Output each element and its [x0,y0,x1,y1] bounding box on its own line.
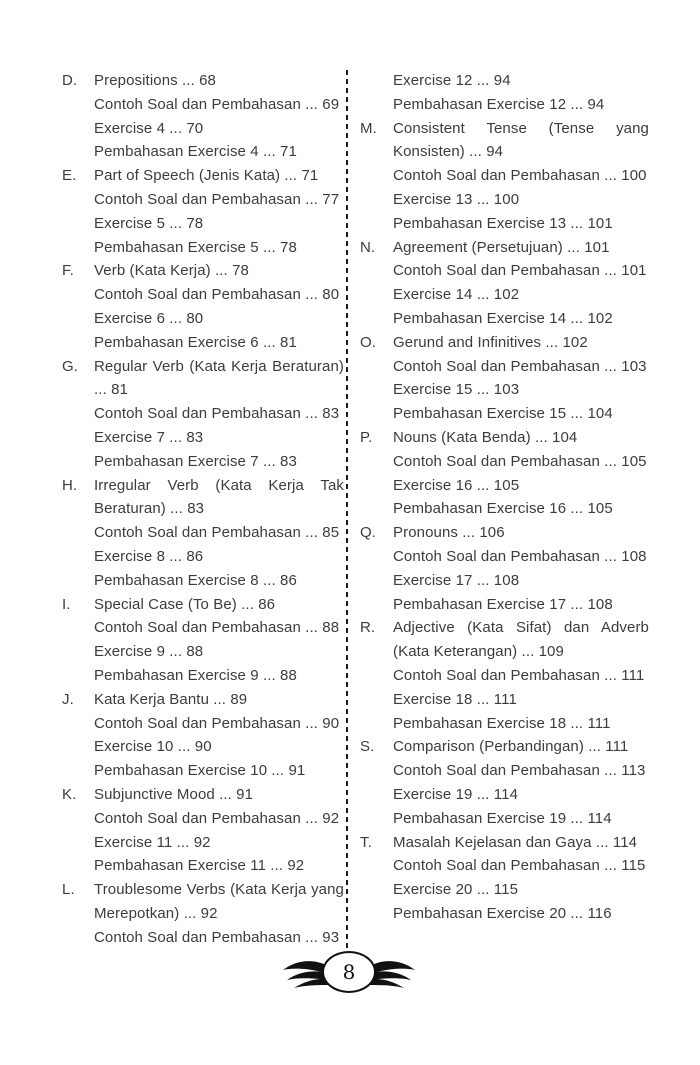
toc-entry-text: Pembahasan Exercise 20 ... 116 [393,904,612,922]
toc-entry-text: Exercise 13 ... 100 [393,190,520,208]
toc-entry-letter: L. [62,881,75,899]
toc-entry [62,93,344,117]
toc-entry [360,878,649,902]
toc-entry-text: Exercise 7 ... 83 [94,428,204,446]
toc-entry [360,497,649,521]
toc-entry-text: Kata Kerja Bantu ... 89 [94,690,248,708]
toc-entry-letter: D. [62,72,78,89]
toc-entry-text: Contoh Soal dan Pembahasan ... 100 [393,167,647,185]
toc-entry [62,807,344,831]
toc-entry [360,426,649,450]
toc-entry [360,712,649,736]
toc-entry-letter: O. [360,333,377,351]
toc-entry-text: Exercise 4 ... 70 [94,119,204,137]
toc-entry [360,593,649,617]
toc-entry-text: Pembahasan Exercise 9 ... 88 [94,666,297,684]
toc-entry [360,93,649,117]
toc-entry-text: Exercise 9 ... 88 [94,643,204,661]
toc-entry-text: Contoh Soal dan Pembahasan ... 111 [393,666,645,684]
toc-entry [360,759,649,783]
toc-entry [360,259,649,283]
toc-entry [62,521,344,545]
toc-entry [62,783,344,807]
toc-entry [360,331,649,355]
toc-entry [360,569,649,593]
toc-entry-text: Pembahasan Exercise 19 ... 114 [393,809,612,827]
toc-entry [62,117,344,141]
toc-entry [360,307,649,331]
toc-entry-text: Masalah Kejelasan dan Gaya ... 114 [393,833,638,851]
toc-entry-text: Contoh Soal dan Pembahasan ... 92 [94,809,340,827]
toc-entry [62,616,344,640]
toc-entry [62,569,344,593]
toc-entry [360,450,649,474]
toc-entry-text: Pembahasan Exercise 13 ... 101 [393,214,613,232]
toc-entry-text: Exercise 15 ... 103 [393,381,520,399]
toc-entry-letter: S. [360,738,375,756]
toc-entry-letter: G. [62,357,79,375]
toc-entry [62,545,344,569]
toc-entry [62,640,344,664]
toc-entry [62,164,344,188]
toc-entry-text: Exercise 5 ... 78 [94,214,204,232]
toc-entry-text: Contoh Soal dan Pembahasan ... 108 [393,547,647,565]
toc-entry-letter: P. [360,428,373,446]
toc-entry-letter: T. [360,833,372,851]
toc-entry-text: Verb (Kata Kerja) ... 78 [94,262,249,280]
toc-entry-text: Pembahasan Exercise 8 ... 86 [94,571,297,589]
toc-entry-text: Exercise 11 ... 92 [94,833,211,851]
toc-entry [360,236,649,260]
column-divider [346,70,348,950]
toc-entry [62,188,344,212]
toc-entry-text: Pembahasan Exercise 11 ... 92 [94,857,305,875]
toc-entry [62,831,344,855]
toc-entry-letter: E. [62,167,77,185]
toc-entry-text: Prepositions ... 68 [94,72,216,89]
toc-entry-letter: Q. [360,524,377,542]
toc-entry [62,759,344,783]
toc-entry-text: Pembahasan Exercise 17 ... 108 [393,595,613,613]
toc-entry [62,331,344,355]
toc-entry [62,474,344,522]
page-number-oval [322,951,376,993]
toc-entry [62,688,344,712]
toc-entry-text: Gerund and Infinitives ... 102 [393,333,588,351]
toc-entry [360,117,649,165]
toc-entry-text: Comparison (Perbandingan) ... 111 [393,738,629,756]
toc-entry-text: Exercise 10 ... 90 [94,738,212,756]
toc-entry-text: Pembahasan Exercise 15 ... 104 [393,405,613,423]
toc-entry-text: Contoh Soal dan Pembahasan ... 101 [393,262,647,280]
toc-entry-text: Contoh Soal dan Pembahasan ... 83 [94,405,340,423]
toc-entry-text: Contoh Soal dan Pembahasan ... 80 [94,286,340,304]
toc-entry-letter: I. [62,595,71,613]
toc-entry-text: Pembahasan Exercise 5 ... 78 [94,238,297,256]
toc-entry [360,664,649,688]
toc-entry [62,664,344,688]
toc-entry [62,450,344,474]
toc-entry [62,878,344,926]
toc-entry-text: Subjunctive Mood ... 91 [94,785,254,803]
toc-column-right [360,69,649,926]
toc-entry [360,545,649,569]
toc-entry [360,854,649,878]
toc-entry-text: Regular Verb (Kata Kerja Beraturan) ... 81 [94,357,344,399]
toc-entry-text: Nouns (Kata Benda) ... 104 [393,428,578,446]
toc-entry-letter: R. [360,619,376,637]
toc-entry [62,712,344,736]
toc-entry-letter: J. [62,690,74,708]
toc-entry-text: Exercise 20 ... 115 [393,881,519,899]
toc-entry-letter: M. [360,119,377,137]
toc-entry-text: Exercise 18 ... 111 [393,690,517,708]
toc-entry [62,69,344,93]
toc-entry-text: Exercise 8 ... 86 [94,547,204,565]
toc-entry-text: Pembahasan Exercise 18 ... 111 [393,714,611,732]
toc-entry-text: Consistent Tense (Tense yang Konsisten) ... 94 [393,119,649,161]
toc-entry [360,783,649,807]
toc-entry-text: Pembahasan Exercise 10 ... 91 [94,762,306,780]
toc-entry-text: Exercise 19 ... 114 [393,785,519,803]
toc-entry-text: Contoh Soal dan Pembahasan ... 93 [94,928,340,946]
toc-entry-text: Irregular Verb (Kata Kerja Tak Beraturan) ... 83 [94,476,344,518]
toc-entry-letter: K. [62,785,77,803]
toc-entry [62,735,344,759]
toc-entry [62,236,344,260]
toc-entry [62,307,344,331]
toc-entry-text: Exercise 6 ... 80 [94,309,204,327]
toc-entry-letter: F. [62,262,74,280]
toc-entry [62,402,344,426]
toc-entry-text: Contoh Soal dan Pembahasan ... 69 [94,95,340,113]
toc-entry-text: Pembahasan Exercise 4 ... 71 [94,143,297,161]
toc-entry [360,402,649,426]
toc-entry-text: Contoh Soal dan Pembahasan ... 77 [94,190,340,208]
toc-entry-text: Contoh Soal dan Pembahasan ... 105 [393,452,647,470]
toc-entry-text: Contoh Soal dan Pembahasan ... 115 [393,857,646,875]
toc-entry-text: Pembahasan Exercise 6 ... 81 [94,333,297,351]
toc-entry [62,426,344,450]
toc-entry [62,854,344,878]
toc-entry-text: Contoh Soal dan Pembahasan ... 113 [393,762,646,780]
toc-entry-text: Contoh Soal dan Pembahasan ... 88 [94,619,340,637]
toc-entry [360,355,649,379]
toc-entry-text: Special Case (To Be) ... 86 [94,595,276,613]
toc-entry-text: Pembahasan Exercise 12 ... 94 [393,95,605,113]
toc-entry-text: Pembahasan Exercise 7 ... 83 [94,452,297,470]
toc-entry-text: Pembahasan Exercise 16 ... 105 [393,500,613,518]
toc-entry [360,616,649,664]
toc-entry [360,688,649,712]
toc-entry-text: Agreement (Persetujuan) ... 101 [393,238,610,256]
toc-entry-letter: H. [62,476,78,494]
toc-entry-text: Exercise 12 ... 94 [393,72,511,89]
toc-entry [360,69,649,93]
toc-entry-letter: N. [360,238,376,256]
toc-entry [360,807,649,831]
toc-entry [360,164,649,188]
toc-entry [360,521,649,545]
toc-entry [62,140,344,164]
toc-entry-text: Pembahasan Exercise 14 ... 102 [393,309,613,327]
toc-entry-text: Troublesome Verbs (Kata Kerja yang Merepotkan) ... 92 [94,881,344,922]
toc-entry-text: Contoh Soal dan Pembahasan ... 103 [393,357,647,375]
toc-entry-text: Contoh Soal dan Pembahasan ... 90 [94,714,340,732]
toc-entry [360,212,649,236]
toc-entry-text: Exercise 17 ... 108 [393,571,520,589]
toc-entry [360,474,649,498]
toc-entry [62,926,344,950]
page-number: 8 [342,960,356,984]
toc-entry [62,283,344,307]
toc-entry-text: Adjective (Kata Sifat) dan Adverb (Kata Keterangan) ... 109 [393,619,649,661]
toc-entry [360,902,649,926]
toc-entry [62,355,344,403]
toc-entry-text: Exercise 16 ... 105 [393,476,520,494]
toc-entry [62,593,344,617]
toc-entry [360,283,649,307]
toc-entry [360,735,649,759]
toc-column-left [62,69,344,949]
toc-entry [62,212,344,236]
toc-entry-text: Pronouns ... 106 [393,524,505,542]
toc-entry [62,259,344,283]
toc-entry [360,831,649,855]
toc-entry [360,378,649,402]
toc-entry-text: Contoh Soal dan Pembahasan ... 85 [94,524,340,542]
toc-entry [360,188,649,212]
toc-entry-text: Exercise 14 ... 102 [393,286,520,304]
toc-entry-text: Part of Speech (Jenis Kata) ... 71 [94,167,319,185]
